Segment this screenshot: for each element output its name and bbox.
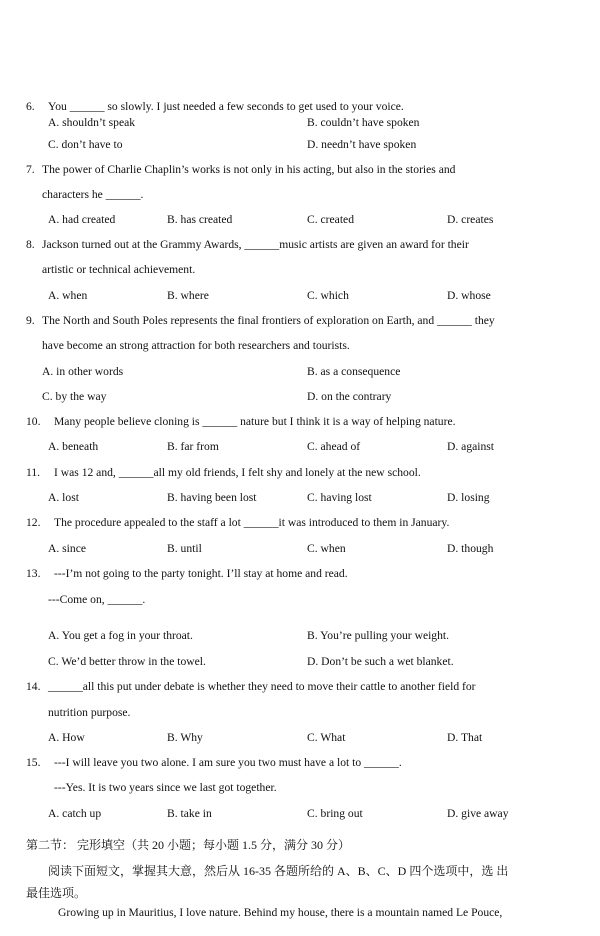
question-9-stem-line-1: The North and South Poles represents the final frontiers of exploration on Earth, and ______ they (42, 314, 495, 327)
question-10-option-d: D. against (447, 440, 495, 453)
question-12-option-d: D. though (447, 542, 494, 555)
question-9-option-d: D. on the contrary (307, 390, 392, 403)
question-12-stem: The procedure appealed to the staff a lot ______it was introduced to them in January. (54, 516, 450, 529)
question-7-number: 7. (26, 163, 35, 176)
question-7-option-c: C. created (307, 213, 354, 226)
question-14-option-d: D. That (447, 731, 483, 744)
question-6-stem: You ______ so slowly. I just needed a few seconds to get used to your voice. (48, 100, 404, 113)
question-10-stem: Many people believe cloning is ______ nature but I think it is a way of helping nature. (54, 415, 456, 428)
question-13-option-d: D. Don’t be such a wet blanket. (307, 655, 454, 668)
question-12-option-a: A. since (48, 542, 86, 555)
question-9-number: 9. (26, 314, 35, 327)
question-14-stem-line-1: ______all this put under debate is whether they need to move their cattle to another field for (48, 680, 476, 693)
question-8-stem-line-1: Jackson turned out at the Grammy Awards, ______music artists are given an award for their (42, 238, 469, 251)
question-8-number: 8. (26, 238, 35, 251)
question-7-stem-line-1: The power of Charlie Chaplin’s works is not only in his acting, but also in the stories and (42, 163, 456, 176)
question-6-option-d: D. needn’t have spoken (307, 138, 417, 151)
question-15-dialogue-line-2: ---Yes. It is two years since we last got together. (54, 781, 277, 794)
question-10-number: 10. (26, 415, 41, 428)
question-9-option-c: C. by the way (42, 390, 107, 403)
question-15-option-a: A. catch up (48, 807, 102, 820)
section-2-instruction-line-1: 阅读下面短文，掌握其大意，然后从 16-35 各题所给的 A、B、C、D 四个选项中，选 出 (48, 864, 509, 878)
question-15-number: 15. (26, 756, 41, 769)
question-15-option-b: B. take in (167, 807, 212, 820)
question-9-option-a: A. in other words (42, 365, 124, 378)
question-9-stem-line-2: have become an strong attraction for both researchers and tourists. (42, 339, 350, 352)
question-8-option-b: B. where (167, 289, 209, 302)
question-14-stem-line-2: nutrition purpose. (48, 706, 131, 719)
question-14-option-a: A. How (48, 731, 85, 744)
question-6-number: 6. (26, 100, 35, 113)
question-8-option-a: A. when (48, 289, 88, 302)
question-11-option-c: C. having lost (307, 491, 372, 504)
question-10-option-b: B. far from (167, 440, 219, 453)
passage-first-line: Growing up in Mauritius, I love nature. Behind my house, there is a mountain named Le Pouce, (58, 906, 503, 919)
question-11-stem: I was 12 and, ______all my old friends, I felt shy and lonely at the new school. (54, 466, 421, 479)
question-10-option-c: C. ahead of (307, 440, 361, 453)
question-10-option-a: A. beneath (48, 440, 99, 453)
question-13-option-c: C. We’d better throw in the towel. (48, 655, 206, 668)
section-2-instruction-line-2: 最佳选项。 (26, 886, 87, 900)
question-14-option-c: C. What (307, 731, 346, 744)
question-7-option-a: A. had created (48, 213, 116, 226)
question-14-option-b: B. Why (167, 731, 203, 744)
question-7-option-d: D. creates (447, 213, 494, 226)
question-14-number: 14. (26, 680, 41, 693)
question-6-option-a: A. shouldn’t speak (48, 116, 136, 129)
question-7-stem-line-2: characters he ______. (42, 188, 144, 201)
question-8-option-c: C. which (307, 289, 349, 302)
question-6-option-c: C. don’t have to (48, 138, 123, 151)
question-6-option-b: B. couldn’t have spoken (307, 116, 420, 129)
question-8-stem-line-2: artistic or technical achievement. (42, 263, 196, 276)
question-12-option-b: B. until (167, 542, 202, 555)
question-15-option-d: D. give away (447, 807, 509, 820)
question-13-dialogue-line-2: ---Come on, ______. (48, 593, 146, 606)
question-12-option-c: C. when (307, 542, 346, 555)
question-11-option-b: B. having been lost (167, 491, 257, 504)
section-2-heading: 第二节： 完形填空（共 20 小题；每小题 1.5 分，满分 30 分） (26, 838, 351, 852)
question-8-option-d: D. whose (447, 289, 491, 302)
question-13-dialogue-line-1: ---I’m not going to the party tonight. I’ll stay at home and read. (54, 567, 348, 580)
question-15-option-c: C. bring out (307, 807, 363, 820)
question-15-dialogue-line-1: ---I will leave you two alone. I am sure you two must have a lot to ______. (54, 756, 402, 769)
question-13-option-b: B. You’re pulling your weight. (307, 629, 450, 642)
question-9-option-b: B. as a consequence (307, 365, 401, 378)
question-11-option-d: D. losing (447, 491, 490, 504)
question-13-number: 13. (26, 567, 41, 580)
question-7-option-b: B. has created (167, 213, 233, 226)
question-11-number: 11. (26, 466, 41, 479)
question-11-option-a: A. lost (48, 491, 79, 504)
question-12-number: 12. (26, 516, 41, 529)
question-13-option-a: A. You get a fog in your throat. (48, 629, 193, 642)
